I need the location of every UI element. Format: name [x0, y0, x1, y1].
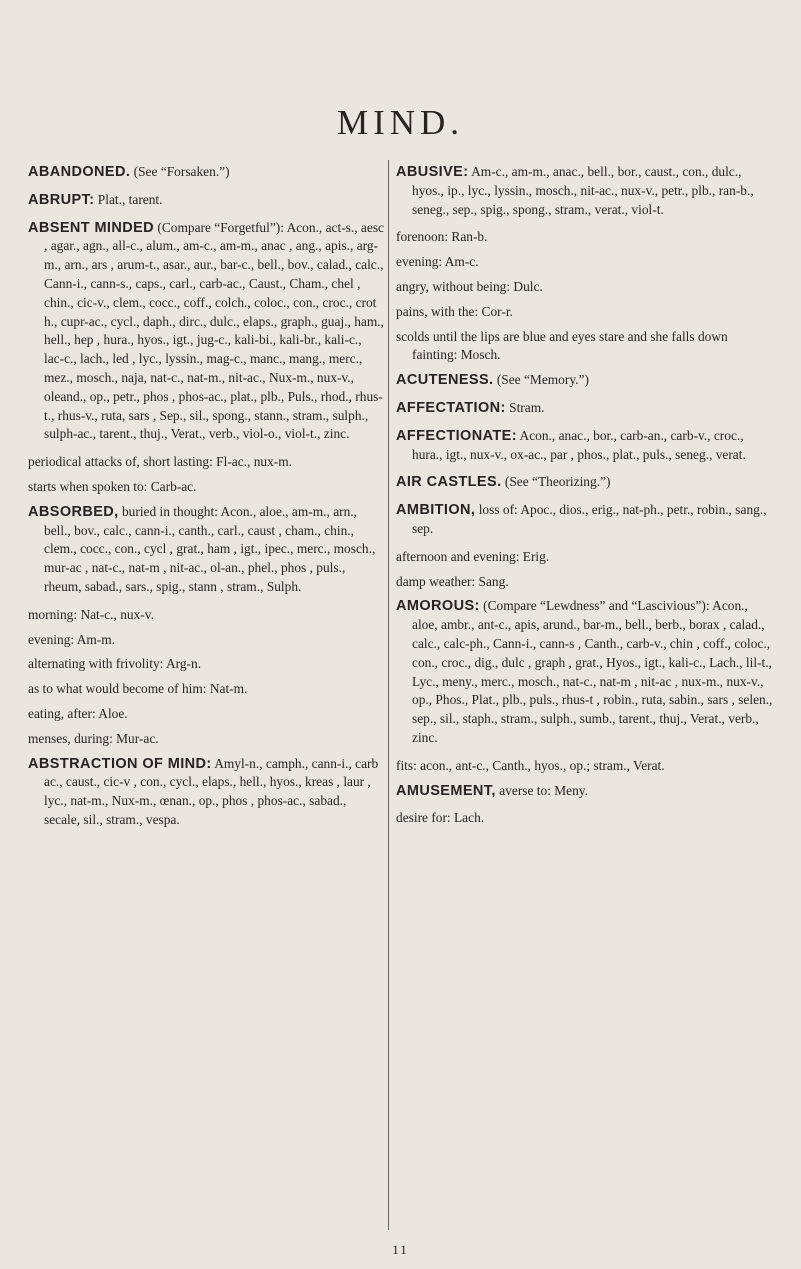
sub-entry: fits: acon., ant-c., Canth., hyos., op.; stram., Verat.: [396, 757, 665, 773]
sub-entry: periodical attacks of, short lasting: Fl-ac., nux-m.: [28, 454, 293, 470]
entry-remedies: Acon., anac., bor., carb-an., carb-v., croc., hura., igt., nux-v., ox-ac., par , phos., plat., puls., seneg., verat.: [412, 427, 746, 462]
index-entry: [396, 473, 774, 492]
sub-entry: angry, without being: Dulc.: [396, 278, 543, 294]
entry-headword: AIR CASTLES.: [396, 474, 502, 491]
entry-remedies: averse to: Meny.: [499, 782, 588, 798]
index-entry: [28, 163, 384, 182]
sub-entry: forenoon: Ran-b.: [396, 229, 488, 245]
sub-entry: pains, with the: Cor-r.: [396, 303, 513, 319]
left-column: [28, 163, 384, 839]
entry-remedies: loss of: Apoc., dios., erig., nat-ph., petr., robin., sang., sep.: [412, 502, 767, 536]
index-entry: [396, 501, 774, 539]
entry-remedies: (See “Memory.”): [496, 372, 589, 388]
index-entry: [396, 371, 774, 390]
entry-remedies: Stram.: [509, 399, 545, 415]
entry-headword: ABUSIVE:: [396, 164, 469, 180]
entry-remedies: (See “Forsaken.”): [133, 164, 230, 179]
entry-headword: AFFECTIONATE:: [396, 427, 517, 444]
index-entry: [396, 597, 774, 747]
entry-headword: ABSTRACTION OF MIND:: [28, 755, 212, 772]
right-column: [396, 163, 774, 834]
sub-entry: desire for: Lach.: [396, 810, 485, 826]
sub-entry: evening: Am-c.: [396, 254, 479, 270]
sub-entry: afternoon and evening: Erig.: [396, 548, 550, 564]
sub-entry: eating, after: Aloe.: [28, 705, 128, 721]
index-entry: [396, 399, 774, 418]
sub-entry: menses, during: Mur-ac.: [28, 730, 159, 746]
sub-entry: as to what would become of him: Nat-m.: [28, 681, 248, 697]
sub-entry: starts when spoken to: Carb-ac.: [28, 478, 197, 494]
page-number: 11: [392, 1242, 409, 1257]
entry-headword: ABANDONED.: [28, 164, 131, 180]
index-entry: [28, 191, 384, 210]
index-entry: [396, 163, 774, 219]
entry-headword: AMUSEMENT,: [396, 782, 496, 799]
page-title: MIND.: [336, 103, 465, 142]
index-entry: [28, 503, 384, 597]
entry-remedies: Amyl-n., camph., cann-i., carb ac., caust., cic-v , con., cycl., elaps., hell., hyos., kreas , laur , lyc., nat-m., Nux-m., œnan., op., phos , phos-ac., sabad., secale, sil., stram., vespa.: [44, 755, 379, 827]
sub-entry: alternating with frivolity: Arg-n.: [28, 656, 202, 672]
entry-remedies: (Compare “Lewdness” and “Lascivious”): Acon., aloe, ambr., ant-c., apis, arund., bar-m., bell., berb., borax , calad., calc., calc-ph., Cann-i., cann-s , Canth., carb-v., chin , coff., coloc., con., croc., dig., dulc , graph , grat., Hyos., igt., kali-c., Lach., lil-t., Lyc., meny., merc., mosch., nat-c., nat-m , nit-ac , nux-m., nux-v., op., Phos., Plat., plb., puls., rhus-t , robin., ruta, sabin., sars , selen., sep., sil., staph., stram., sulph., sumb., tarent., thuj., Verat., verb., zinc.: [412, 598, 773, 745]
entry-headword: ABSORBED,: [28, 503, 119, 520]
entry-headword: ACUTENESS.: [396, 372, 494, 389]
column-divider: [388, 160, 389, 1230]
sub-entry: scolds until the lips are blue and eyes stare and she falls down fainting: Mosch.: [396, 328, 728, 363]
sub-entry: evening: Am-m.: [28, 631, 116, 647]
index-entry: [396, 427, 774, 465]
entry-headword: ABSENT MINDED: [28, 219, 155, 236]
entry-remedies: Plat., tarent.: [97, 191, 163, 207]
entry-remedies: Am-c., am-m., anac., bell., bor., caust., con., dulc., hyos., ip., lyc., lyssin., mosch., nit-ac., nux-v., petr., plb., ran-b., seneg., sep., spig., spong., stram., verat., viol-t.: [412, 164, 754, 217]
index-entry: [28, 755, 384, 830]
entry-headword: AFFECTATION:: [396, 399, 506, 416]
entry-remedies: buried in thought: Acon., aloe., am-m., arn., bell., bov., calc., cann-i., canth., carl., caust , cham., chin., clem., cocc., con., cycl , grat., ham , igt., ipec., merc., mosch., mur-ac , nat-c., nat-m , nit-ac., ol-an., phel., phos , puls., rheum, sabad., sars., spig., stann , stram., Sulph.: [44, 503, 376, 594]
entry-headword: AMBITION,: [396, 502, 476, 519]
sub-entry: damp weather: Sang.: [396, 573, 509, 589]
index-entry: [28, 219, 384, 445]
sub-entry: morning: Nat-c., nux-v.: [28, 606, 154, 622]
entry-remedies: (See “Theorizing.”): [504, 474, 611, 490]
entry-headword: AMOROUS:: [396, 598, 480, 615]
entry-remedies: (Compare “Forgetful”): Acon., act-s., aesc , agar., agn., all-c., alum., am-c., am-m., anac , ang., apis., arg-m., arn., ars , arum-t., asar., aur., bar-c., bell., bov., calad., calc., Cann-i., cann-s., caps., carl., carb-ac., Caust., Cham., chel , chin., cic-v., clem., cocc., coff., colch., coloc., con., croc., crot h., cupr-ac., cycl., daph., dirc., dulc., elaps., graph., guaj., ham., hell., hep , hura., hyos., igt., jug-c., kali-bi., kali-br., kali-c., lac-c., lach., led , lyc., lyssin., mag-c., manc., mang., merc., mez., mosch., naja, nat-c., nat-m., nit-ac., Nux-m., nux-v., oleand., op., petr., phos , phos-ac., plat., plb., Puls., rhod., rhus-t., rhus-v., ruta, sars , Sep., sil., spong., stann., stram., sulph., sulph-ac., tarent., thuj., Verat., verb., viol-o., viol-t., zinc.: [44, 219, 384, 442]
index-entry: [396, 782, 774, 801]
entry-headword: ABRUPT:: [28, 191, 95, 208]
